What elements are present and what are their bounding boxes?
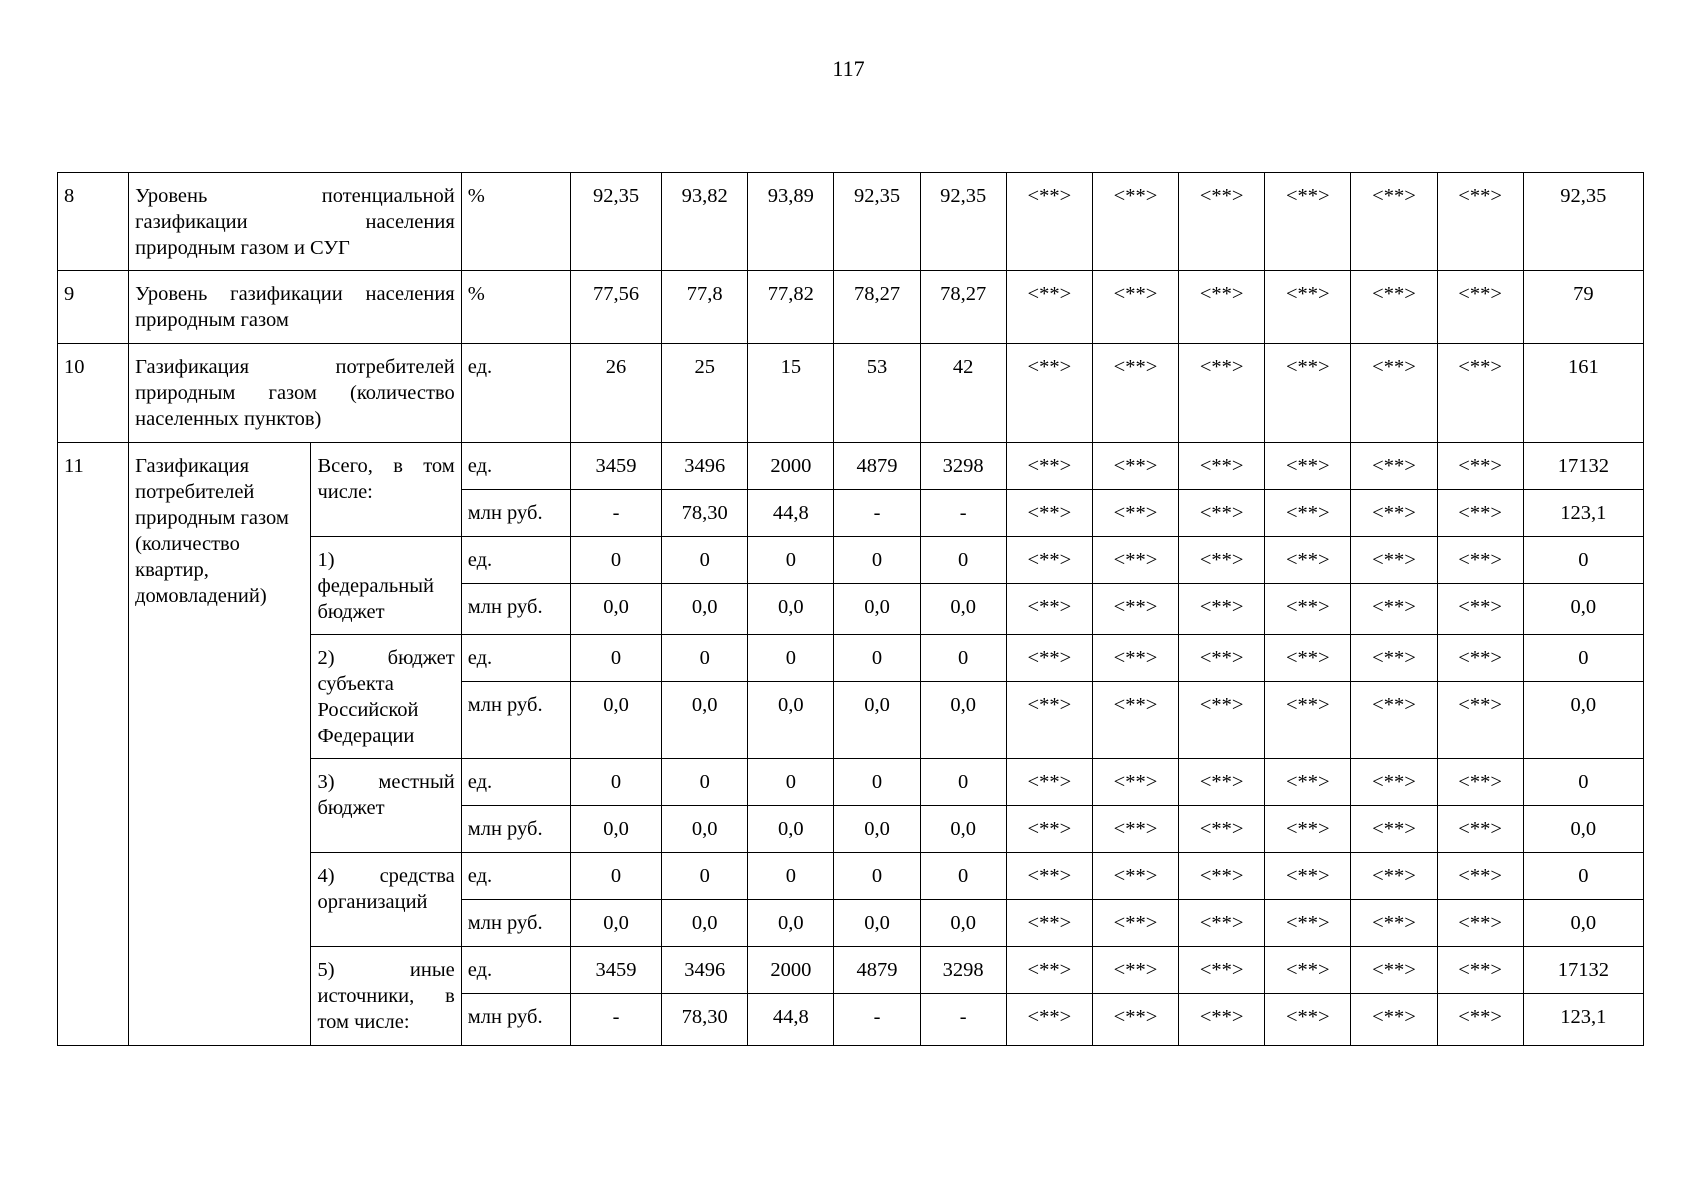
value-cell: 78,30	[662, 994, 748, 1046]
value-cell: <**>	[1437, 900, 1523, 947]
indicator-name-word: потенциальной	[321, 185, 455, 207]
value-cell: <**>	[1006, 443, 1092, 490]
value-cell: <**>	[1265, 900, 1351, 947]
value-cell: <**>	[1092, 271, 1178, 344]
value-cell: <**>	[1351, 271, 1437, 344]
value-cell: <**>	[1092, 947, 1178, 994]
value-cell: 0	[748, 853, 834, 900]
value-cell: 92,35	[570, 173, 661, 271]
value-cell: <**>	[1092, 759, 1178, 806]
value-cell: <**>	[1265, 994, 1351, 1046]
indicator-name-word: Уровень	[135, 185, 208, 207]
value-cell: <**>	[1265, 682, 1351, 759]
value-cell: 0	[570, 537, 661, 584]
table-row	[58, 271, 1644, 344]
total-cell: 0,0	[1523, 900, 1643, 947]
value-cell: 0,0	[834, 806, 920, 853]
value-cell: 3496	[662, 443, 748, 490]
value-cell: 0	[570, 853, 661, 900]
value-cell: 26	[570, 344, 661, 443]
value-cell: <**>	[1092, 853, 1178, 900]
value-cell: <**>	[1437, 490, 1523, 537]
total-cell: 0	[1523, 537, 1643, 584]
value-cell: <**>	[1092, 806, 1178, 853]
page-number: 117	[832, 56, 865, 81]
value-cell: <**>	[1351, 635, 1437, 682]
indicator-name: Газификация потребителей природным газом (количество населенных пунктов)	[129, 344, 462, 443]
value-cell: 0	[834, 537, 920, 584]
value-cell: 0,0	[834, 584, 920, 635]
value-cell: <**>	[1179, 900, 1265, 947]
value-cell: <**>	[1092, 994, 1178, 1046]
value-cell: 3298	[920, 443, 1006, 490]
total-cell: 79	[1523, 271, 1643, 344]
value-cell: <**>	[1437, 682, 1523, 759]
unit-cell: %	[461, 271, 570, 344]
indicator-name: Газификация потребителей природным газом (количество квартир, домовладений)	[129, 443, 311, 1046]
value-cell: <**>	[1179, 271, 1265, 344]
value-cell: 53	[834, 344, 920, 443]
value-cell: 0,0	[570, 682, 661, 759]
value-cell: 0,0	[920, 806, 1006, 853]
value-cell: -	[920, 994, 1006, 1046]
value-cell: <**>	[1179, 635, 1265, 682]
value-cell: <**>	[1179, 853, 1265, 900]
value-cell: <**>	[1006, 682, 1092, 759]
funding-source: 5) иные источники, в том числе:	[311, 947, 461, 1046]
table-row	[58, 443, 1644, 490]
value-cell: <**>	[1351, 994, 1437, 1046]
total-cell: 0	[1523, 635, 1643, 682]
value-cell: <**>	[1437, 635, 1523, 682]
value-cell: <**>	[1179, 344, 1265, 443]
value-cell: 0	[834, 635, 920, 682]
value-cell: <**>	[1179, 584, 1265, 635]
value-cell: <**>	[1006, 344, 1092, 443]
value-cell: 0	[920, 853, 1006, 900]
value-cell: 4879	[834, 947, 920, 994]
value-cell: <**>	[1351, 682, 1437, 759]
value-cell: <**>	[1179, 443, 1265, 490]
value-cell: 0,0	[662, 584, 748, 635]
value-cell: 25	[662, 344, 748, 443]
value-cell: <**>	[1437, 537, 1523, 584]
indicator-name-line	[135, 183, 455, 209]
value-cell: <**>	[1179, 537, 1265, 584]
funding-source: 1) федеральный бюджет	[311, 537, 461, 635]
value-cell: <**>	[1351, 759, 1437, 806]
indicator-name-line: природным газом и СУГ	[135, 237, 350, 259]
value-cell: <**>	[1092, 635, 1178, 682]
value-cell: <**>	[1351, 173, 1437, 271]
unit-cell: ед.	[461, 635, 570, 682]
funding-source: Всего, в том числе:	[311, 443, 461, 537]
value-cell: <**>	[1006, 947, 1092, 994]
value-cell: <**>	[1006, 584, 1092, 635]
value-cell: -	[834, 994, 920, 1046]
value-cell: 0,0	[834, 682, 920, 759]
total-cell: 0,0	[1523, 584, 1643, 635]
value-cell: <**>	[1437, 344, 1523, 443]
value-cell: 77,82	[748, 271, 834, 344]
value-cell: 42	[920, 344, 1006, 443]
value-cell: 0,0	[920, 682, 1006, 759]
value-cell: 0,0	[570, 900, 661, 947]
row-number: 11	[58, 443, 129, 1046]
value-cell: <**>	[1179, 173, 1265, 271]
value-cell: 78,27	[920, 271, 1006, 344]
unit-cell: %	[461, 173, 570, 271]
unit-cell: млн руб.	[461, 900, 570, 947]
value-cell: <**>	[1092, 682, 1178, 759]
value-cell: 92,35	[920, 173, 1006, 271]
total-cell: 17132	[1523, 947, 1643, 994]
value-cell: <**>	[1265, 853, 1351, 900]
value-cell: 0	[662, 759, 748, 806]
value-cell: 0	[748, 759, 834, 806]
indicators-table	[57, 172, 1644, 1046]
total-cell: 0,0	[1523, 806, 1643, 853]
value-cell: <**>	[1265, 584, 1351, 635]
unit-cell: млн руб.	[461, 994, 570, 1046]
indicator-name-word: населения	[365, 211, 455, 233]
value-cell: 0	[748, 537, 834, 584]
value-cell: <**>	[1092, 490, 1178, 537]
indicator-name-line	[135, 209, 455, 235]
value-cell: 0,0	[920, 900, 1006, 947]
value-cell: <**>	[1006, 994, 1092, 1046]
value-cell: <**>	[1265, 271, 1351, 344]
value-cell: <**>	[1351, 584, 1437, 635]
total-cell: 17132	[1523, 443, 1643, 490]
total-cell: 0	[1523, 759, 1643, 806]
unit-cell: ед.	[461, 344, 570, 443]
funding-source: 3) местный бюджет	[311, 759, 461, 853]
value-cell: 77,56	[570, 271, 661, 344]
value-cell: 3459	[570, 947, 661, 994]
value-cell: 93,89	[748, 173, 834, 271]
row-number: 8	[58, 173, 129, 271]
value-cell: 0	[662, 635, 748, 682]
value-cell: <**>	[1351, 344, 1437, 443]
value-cell: 0,0	[570, 806, 661, 853]
value-cell: <**>	[1437, 994, 1523, 1046]
unit-cell: ед.	[461, 947, 570, 994]
value-cell: <**>	[1006, 490, 1092, 537]
indicator-name-word: газификации	[135, 211, 248, 233]
value-cell: 0,0	[748, 806, 834, 853]
value-cell: 44,8	[748, 994, 834, 1046]
value-cell: <**>	[1179, 806, 1265, 853]
value-cell: 0,0	[662, 900, 748, 947]
value-cell: 0,0	[662, 682, 748, 759]
total-cell: 0,0	[1523, 682, 1643, 759]
value-cell: 78,27	[834, 271, 920, 344]
value-cell: 15	[748, 344, 834, 443]
value-cell: -	[920, 490, 1006, 537]
value-cell: 0	[570, 759, 661, 806]
row-number: 10	[58, 344, 129, 443]
value-cell: 0	[920, 759, 1006, 806]
table-row	[58, 173, 1644, 271]
value-cell: 0	[920, 635, 1006, 682]
value-cell: <**>	[1351, 853, 1437, 900]
value-cell: <**>	[1351, 900, 1437, 947]
value-cell: <**>	[1092, 900, 1178, 947]
value-cell: 0	[834, 853, 920, 900]
unit-cell: ед.	[461, 759, 570, 806]
unit-cell: млн руб.	[461, 682, 570, 759]
value-cell: -	[570, 490, 661, 537]
value-cell: <**>	[1351, 537, 1437, 584]
value-cell: 93,82	[662, 173, 748, 271]
value-cell: <**>	[1437, 173, 1523, 271]
value-cell: 78,30	[662, 490, 748, 537]
value-cell: <**>	[1351, 806, 1437, 853]
value-cell: <**>	[1006, 900, 1092, 947]
value-cell: 92,35	[834, 173, 920, 271]
total-cell: 92,35	[1523, 173, 1643, 271]
value-cell: <**>	[1006, 853, 1092, 900]
value-cell: 0,0	[748, 682, 834, 759]
total-cell: 123,1	[1523, 994, 1643, 1046]
value-cell: <**>	[1437, 584, 1523, 635]
value-cell: <**>	[1092, 443, 1178, 490]
total-cell: 123,1	[1523, 490, 1643, 537]
value-cell: <**>	[1179, 994, 1265, 1046]
total-cell: 161	[1523, 344, 1643, 443]
value-cell: 2000	[748, 947, 834, 994]
value-cell: <**>	[1265, 635, 1351, 682]
value-cell: <**>	[1006, 537, 1092, 584]
value-cell: <**>	[1437, 443, 1523, 490]
value-cell: 3496	[662, 947, 748, 994]
value-cell: 0,0	[662, 806, 748, 853]
value-cell: <**>	[1265, 806, 1351, 853]
value-cell: 2000	[748, 443, 834, 490]
value-cell: <**>	[1006, 635, 1092, 682]
value-cell: <**>	[1265, 947, 1351, 994]
total-cell: 0	[1523, 853, 1643, 900]
value-cell: <**>	[1265, 490, 1351, 537]
indicator-name	[129, 173, 462, 271]
value-cell: <**>	[1006, 271, 1092, 344]
value-cell: 44,8	[748, 490, 834, 537]
value-cell: <**>	[1351, 490, 1437, 537]
value-cell: <**>	[1179, 759, 1265, 806]
unit-cell: ед.	[461, 443, 570, 490]
value-cell: <**>	[1437, 947, 1523, 994]
value-cell: 0,0	[748, 584, 834, 635]
value-cell: <**>	[1351, 443, 1437, 490]
value-cell: <**>	[1265, 759, 1351, 806]
value-cell: <**>	[1006, 759, 1092, 806]
table-row	[58, 344, 1644, 443]
value-cell: <**>	[1265, 173, 1351, 271]
value-cell: <**>	[1092, 344, 1178, 443]
value-cell: <**>	[1351, 947, 1437, 994]
value-cell: <**>	[1265, 537, 1351, 584]
value-cell: <**>	[1437, 806, 1523, 853]
value-cell: 0	[748, 635, 834, 682]
row-number: 9	[58, 271, 129, 344]
value-cell: <**>	[1437, 853, 1523, 900]
value-cell: <**>	[1437, 271, 1523, 344]
value-cell: <**>	[1006, 806, 1092, 853]
value-cell: <**>	[1179, 682, 1265, 759]
value-cell: 0	[570, 635, 661, 682]
unit-cell: ед.	[461, 537, 570, 584]
value-cell: <**>	[1179, 490, 1265, 537]
value-cell: <**>	[1179, 947, 1265, 994]
value-cell: 77,8	[662, 271, 748, 344]
unit-cell: млн руб.	[461, 490, 570, 537]
value-cell: <**>	[1265, 344, 1351, 443]
value-cell: 0,0	[748, 900, 834, 947]
value-cell: <**>	[1092, 537, 1178, 584]
value-cell: <**>	[1092, 584, 1178, 635]
value-cell: 0,0	[570, 584, 661, 635]
value-cell: <**>	[1265, 443, 1351, 490]
value-cell: 0,0	[834, 900, 920, 947]
value-cell: <**>	[1437, 759, 1523, 806]
value-cell: 4879	[834, 443, 920, 490]
value-cell: -	[570, 994, 661, 1046]
funding-source: 2) бюджет субъекта Российской Федерации	[311, 635, 461, 759]
unit-cell: млн руб.	[461, 806, 570, 853]
value-cell: 0	[920, 537, 1006, 584]
value-cell: <**>	[1006, 173, 1092, 271]
value-cell: 0	[662, 537, 748, 584]
value-cell: 3459	[570, 443, 661, 490]
value-cell: 3298	[920, 947, 1006, 994]
unit-cell: ед.	[461, 853, 570, 900]
value-cell: <**>	[1092, 173, 1178, 271]
value-cell: 0,0	[920, 584, 1006, 635]
value-cell: 0	[834, 759, 920, 806]
value-cell: -	[834, 490, 920, 537]
value-cell: 0	[662, 853, 748, 900]
unit-cell: млн руб.	[461, 584, 570, 635]
funding-source: 4) средства организаций	[311, 853, 461, 947]
indicator-name: Уровень газификации населения природным газом	[129, 271, 462, 344]
table-body	[58, 173, 1644, 1046]
